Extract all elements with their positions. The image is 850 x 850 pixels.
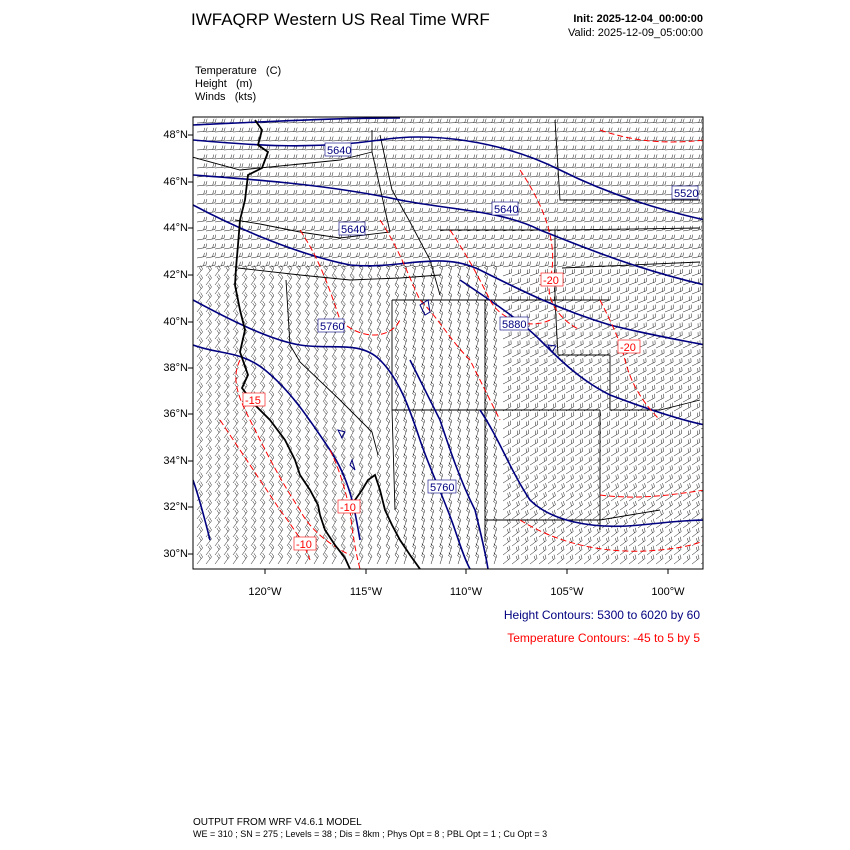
lat-label-46: 46°N	[163, 176, 188, 188]
temperature-label: -10	[296, 539, 312, 551]
height-contour-legend: Height Contours: 5300 to 6020 by 60	[503, 608, 700, 622]
temperature-label: -20	[620, 342, 636, 354]
height-label: 5520	[674, 188, 699, 200]
temperature-label: -15	[245, 395, 261, 407]
height-label: 5880	[502, 319, 527, 331]
lon-label-115: 115°W	[349, 586, 383, 598]
lat-label-40: 40°N	[163, 316, 188, 328]
lat-label-38: 38°N	[163, 362, 188, 374]
temperature-label: -20	[543, 275, 559, 287]
lon-label-100: 100°W	[651, 586, 685, 598]
model-config: WE = 310 ; SN = 275 ; Levels = 38 ; Dis = 8km ; Phys Opt = 8 ; PBL Opt = 1 ; Cu Opt = 3	[193, 829, 548, 839]
lat-label-48: 48°N	[163, 129, 188, 141]
lat-label-32: 32°N	[163, 501, 188, 513]
lon-label-110: 110°W	[449, 586, 483, 598]
temperature-contour-legend: Temperature Contours: -45 to 5 by 5	[507, 631, 700, 645]
lat-label-36: 36°N	[163, 408, 188, 420]
lat-label-42: 42°N	[163, 269, 188, 281]
height-label: 5640	[327, 145, 352, 157]
field-winds: Winds (kts)	[195, 91, 257, 103]
lat-label-34: 34°N	[163, 455, 188, 467]
height-label: 5640	[494, 204, 519, 216]
map-title: IWFAQRP Western US Real Time WRF	[191, 10, 490, 29]
lat-label-44: 44°N	[163, 222, 188, 234]
temperature-label: -10	[340, 502, 356, 514]
height-label: 5760	[430, 482, 455, 494]
field-temperature: Temperature (C)	[195, 65, 282, 77]
lon-label-105: 105°W	[550, 586, 584, 598]
valid-time: Valid: 2025-12-09_05:00:00	[568, 27, 703, 39]
lon-label-120: 120°W	[248, 586, 282, 598]
height-label: 5760	[320, 321, 345, 333]
init-time: Init: 2025-12-04_00:00:00	[573, 13, 703, 25]
lat-label-30: 30°N	[163, 548, 188, 560]
height-label: 5640	[341, 224, 366, 236]
field-height: Height (m)	[195, 78, 253, 90]
model-info: OUTPUT FROM WRF V4.6.1 MODEL	[193, 817, 362, 828]
